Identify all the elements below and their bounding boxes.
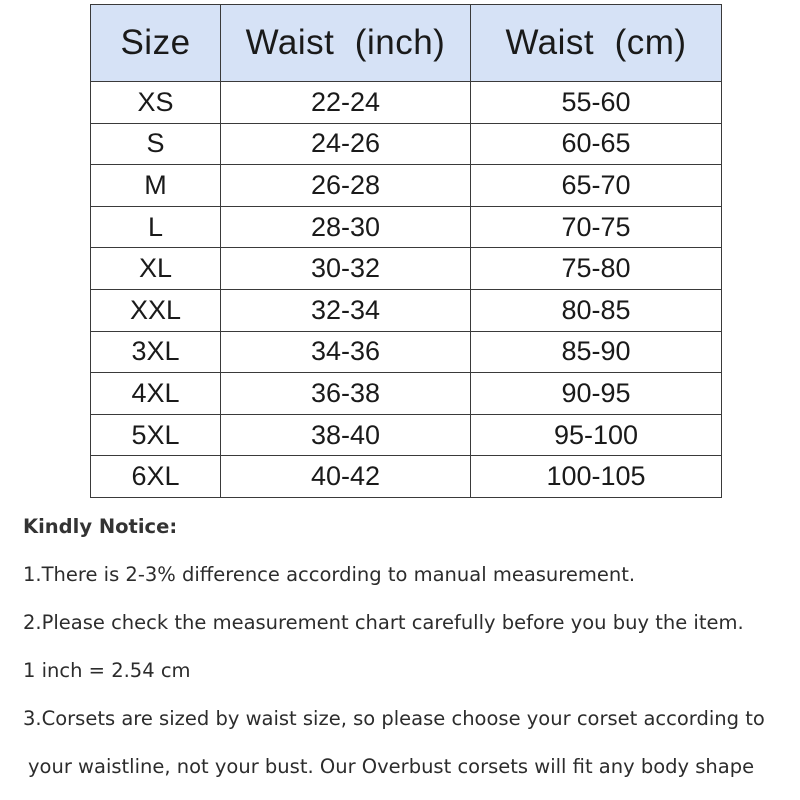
table-row: [91, 414, 722, 456]
notice-line-3b: your waistline, not your bust. Our Overbust corsets will fit any body shape: [28, 755, 755, 778]
cell-waist-inch: 34-36: [221, 331, 471, 373]
table-row: [91, 206, 722, 248]
notice-conversion: 1 inch = 2.54 cm: [23, 659, 191, 682]
header-waist-inch: Waist (inch): [221, 5, 471, 82]
cell-waist-cm: 75-80: [471, 248, 722, 290]
table-row: [91, 373, 722, 415]
cell-waist-inch: 24-26: [221, 123, 471, 165]
cell-size: XS: [91, 82, 221, 124]
cell-waist-cm: 60-65: [471, 123, 722, 165]
table-header-row: [91, 5, 722, 82]
notice-line-2: 2.Please check the measurement chart carefully before you buy the item.: [23, 611, 744, 634]
notice-heading: Kindly Notice:: [23, 515, 178, 538]
table-row: [91, 123, 722, 165]
table-row: [91, 82, 722, 124]
cell-waist-inch: 22-24: [221, 82, 471, 124]
table-row: [91, 456, 722, 498]
table-row: [91, 248, 722, 290]
cell-size: XXL: [91, 289, 221, 331]
cell-waist-inch: 36-38: [221, 373, 471, 415]
cell-waist-inch: 32-34: [221, 289, 471, 331]
header-size: Size: [91, 5, 221, 82]
size-chart-table: [90, 4, 722, 498]
table-body: [91, 82, 722, 498]
cell-size: 6XL: [91, 456, 221, 498]
table-row: [91, 165, 722, 207]
cell-waist-inch: 30-32: [221, 248, 471, 290]
cell-waist-cm: 55-60: [471, 82, 722, 124]
cell-waist-cm: 100-105: [471, 456, 722, 498]
cell-waist-cm: 65-70: [471, 165, 722, 207]
cell-size: 4XL: [91, 373, 221, 415]
cell-waist-cm: 70-75: [471, 206, 722, 248]
header-waist-cm: Waist (cm): [471, 5, 722, 82]
cell-waist-cm: 90-95: [471, 373, 722, 415]
notice-line-3a: 3.Corsets are sized by waist size, so please choose your corset according to: [23, 707, 765, 730]
cell-size: XL: [91, 248, 221, 290]
cell-size: 5XL: [91, 414, 221, 456]
cell-waist-cm: 95-100: [471, 414, 722, 456]
cell-waist-cm: 85-90: [471, 331, 722, 373]
table-row: [91, 289, 722, 331]
cell-waist-inch: 38-40: [221, 414, 471, 456]
cell-waist-inch: 26-28: [221, 165, 471, 207]
cell-size: M: [91, 165, 221, 207]
cell-size: S: [91, 123, 221, 165]
cell-waist-inch: 28-30: [221, 206, 471, 248]
cell-size: 3XL: [91, 331, 221, 373]
table-row: [91, 331, 722, 373]
cell-waist-cm: 80-85: [471, 289, 722, 331]
notice-line-1: 1.There is 2-3% difference according to manual measurement.: [23, 563, 636, 586]
cell-waist-inch: 40-42: [221, 456, 471, 498]
cell-size: L: [91, 206, 221, 248]
